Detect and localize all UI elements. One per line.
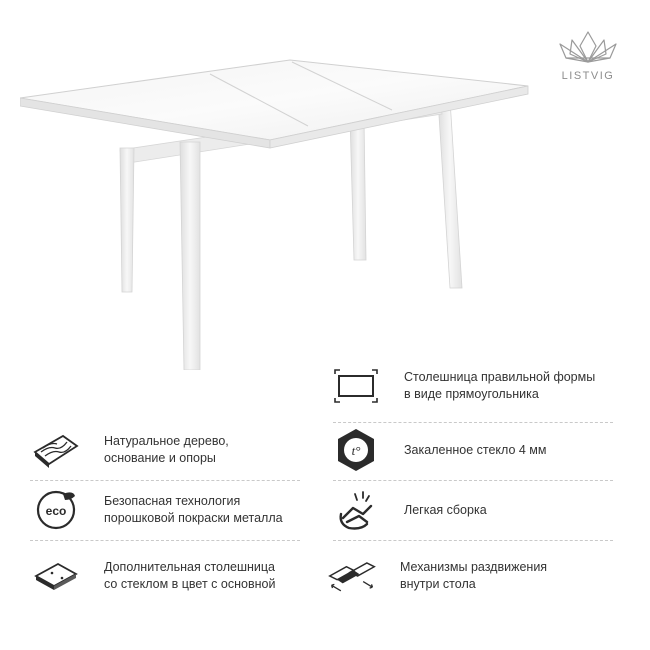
feature-text: Натуральное дерево, основание и опоры xyxy=(104,434,229,465)
divider xyxy=(333,480,613,481)
feature-tabletop-shape xyxy=(330,364,595,408)
brand-name: LISTVIG xyxy=(561,70,615,82)
feature-text: Закаленное стекло 4 мм xyxy=(404,442,547,457)
wood-grain-icon xyxy=(30,428,82,472)
eco-leaf-icon xyxy=(30,488,82,532)
brand-logo xyxy=(548,28,628,98)
divider xyxy=(30,540,300,541)
glyph-text: t° xyxy=(351,443,361,458)
feature-eco-coating xyxy=(30,488,283,532)
feature-text: Легкая сборка xyxy=(404,502,487,517)
glass-panel-icon xyxy=(30,554,82,598)
tempered-glass-icon xyxy=(330,428,382,472)
lotus-icon xyxy=(552,28,624,68)
sliding-mechanism-icon xyxy=(326,554,378,598)
rectangle-frame-icon xyxy=(330,364,382,408)
feature-text: Столешница правильной формы в виде прямоугольника xyxy=(404,370,596,401)
feature-easy-assembly xyxy=(330,488,487,532)
divider xyxy=(333,422,613,423)
feature-extension-mechanism xyxy=(326,554,547,598)
divider xyxy=(333,540,613,541)
feature-text: Безопасная технология порошковой покраски металла xyxy=(104,494,283,525)
divider xyxy=(30,480,300,481)
svg-text:eco: eco xyxy=(45,504,67,518)
hand-icon xyxy=(330,488,382,532)
feature-extra-tabletop xyxy=(30,554,275,598)
feature-natural-wood xyxy=(30,428,229,472)
feature-text: Дополнительная столешница со стеклом в цвет с основной xyxy=(104,560,276,591)
feature-text: Механизмы раздвижения внутри стола xyxy=(400,560,548,591)
product-image xyxy=(20,40,540,370)
feature-tempered-glass xyxy=(330,428,547,472)
